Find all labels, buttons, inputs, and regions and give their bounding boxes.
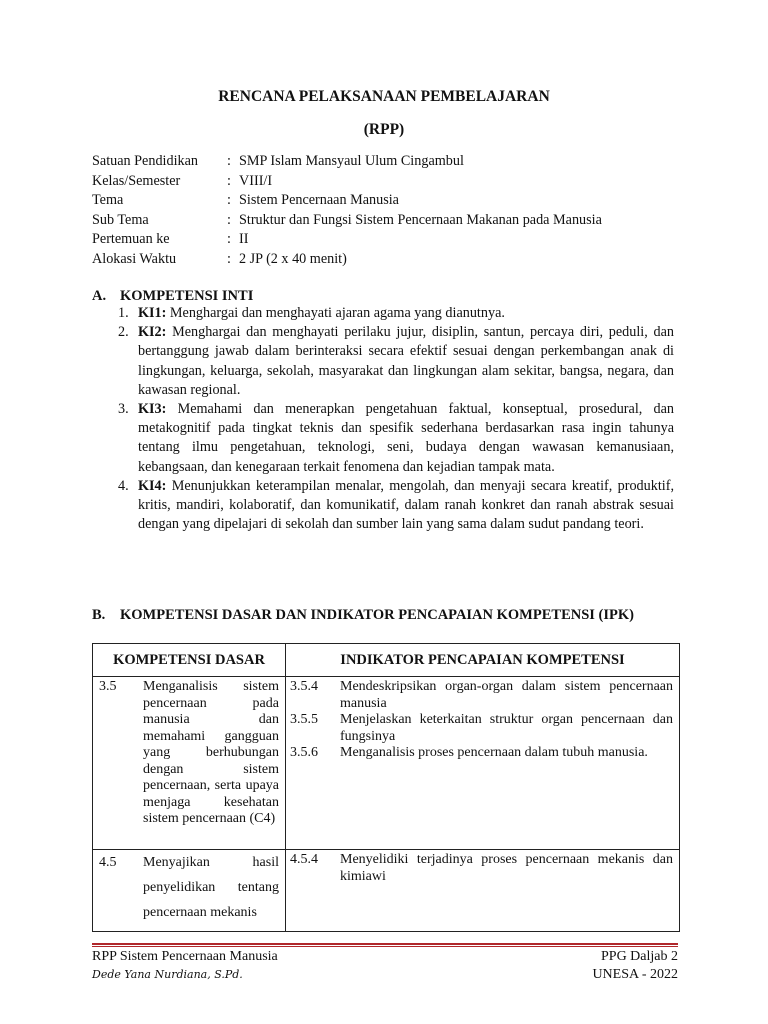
- identity-block: [92, 152, 602, 269]
- table-header-row: [93, 644, 680, 677]
- ipk-code: 3.5.6: [290, 745, 318, 760]
- footer-doc-title: RPP Sistem Pencernaan Manusia: [92, 949, 278, 964]
- identity-separator: :: [227, 211, 231, 228]
- identity-label: Tema: [92, 192, 124, 208]
- ipk-code: 4.5.4: [290, 852, 318, 867]
- identity-label: Kelas/Semester: [92, 172, 181, 189]
- identity-separator: :: [227, 192, 231, 208]
- identity-row: [92, 250, 602, 270]
- ipk-code: 3.5.5: [290, 712, 318, 727]
- ipk-item: [290, 745, 673, 762]
- footer-rule-thin: [92, 946, 678, 947]
- identity-value: SMP Islam Mansyaul Ulum Cingambul: [239, 153, 464, 169]
- kd-cell: [93, 850, 286, 932]
- identity-label: Pertemuan ke: [92, 231, 170, 247]
- section-letter: B.: [92, 607, 106, 623]
- identity-separator: :: [227, 172, 231, 189]
- ipk-code: 3.5.4: [290, 679, 318, 694]
- identity-label: Alokasi Waktu: [92, 250, 177, 267]
- identity-separator: :: [227, 231, 231, 247]
- ipk-text: Menyelidiki terjadinya proses pencernaan mekanis dan kimiawi: [340, 852, 673, 884]
- list-item: [118, 323, 674, 400]
- section-b-heading: [92, 607, 634, 624]
- ki-code: KI3:: [138, 401, 167, 418]
- ipk-cell: [286, 677, 680, 850]
- document-subtitle: (RPP): [363, 121, 405, 138]
- list-item: [118, 477, 674, 535]
- section-letter: A.: [92, 288, 107, 304]
- identity-row: [92, 230, 602, 250]
- list-number: 2.: [118, 324, 129, 341]
- identity-row: [92, 191, 602, 211]
- identity-value: II: [239, 231, 249, 247]
- footer-institution: UNESA - 2022: [592, 967, 678, 982]
- ki-text: Menunjukkan keterampilan menalar, mengolah, dan menyaji secara kreatif, produktif, kritis, mandiri, kolaboratif, dan komunikatif, dalam ranah konkret dan ranah abstrak sesuai dengan yang dipelajari di sekolah dan sumber lain yang sama dalam sudut pandang teori.: [138, 477, 674, 533]
- ipk-cell: [286, 850, 680, 932]
- ipk-text: Menjelaskan keterkaitan struktur organ pencernaan dan fungsinya: [340, 712, 673, 744]
- list-item: [118, 400, 674, 477]
- document-title: RENCANA PELAKSANAAN PEMBELAJARAN: [218, 88, 550, 105]
- ki-code: KI2:: [138, 324, 167, 341]
- ipk-text: Menganalisis proses pencernaan dalam tubuh manusia.: [340, 745, 648, 760]
- identity-value: VIII/I: [239, 172, 273, 189]
- kd-ipk-table: [92, 643, 680, 932]
- section-title: KOMPETENSI DASAR DAN INDIKATOR PENCAPAIAN KOMPETENSI (IPK): [120, 607, 634, 623]
- list-number: 1.: [118, 305, 129, 321]
- identity-row: [92, 211, 602, 231]
- identity-separator: :: [227, 250, 231, 267]
- footer-author: Dede Yana Nurdiana, S.Pd.: [92, 968, 243, 981]
- list-item: [118, 304, 674, 323]
- table-row: [93, 850, 680, 932]
- footer-rule: [92, 943, 678, 945]
- ipk-text: Mendeskripsikan organ-organ dalam sistem pencernaan manusia: [340, 679, 673, 711]
- kd-code: 3.5: [99, 679, 117, 694]
- ipk-item: [290, 712, 673, 745]
- ki-text: Memahami dan menerapkan pengetahuan faktual, konseptual, prosedural, dan metakognitif pada tingkat teknis dan spesifik sederhana berdasarkan rasa ingin tahunya tentang ilmu pengetahuan, teknologi, seni, budaya dengan wawasan kemanusiaan, kebangsaan, dan kenegaraan terkait fenomena dan kejadian tampak mata.: [138, 401, 674, 475]
- identity-row: [92, 152, 602, 172]
- footer-program: PPG Daljab 2: [601, 949, 678, 964]
- list-number: 4.: [118, 477, 129, 494]
- column-header-kd: KOMPETENSI DASAR: [93, 644, 286, 677]
- kd-text: Menganalisis sistem pencernaan pada manusia dan memahami gangguan yang berhubungan dengan sistem pencernaan, serta upaya menjaga kesehatan sistem pencernaan (C4): [143, 679, 279, 826]
- ki-text: Menghargai dan menghayati perilaku jujur, disiplin, santun, percaya diri, peduli, dan bertanggung jawab dalam berinteraksi secara efektif sesuai dengan perkembangan anak di lingkungan, keluarga, sekolah, masyarakat dan lingkungan alam sekitar, bangsa, negara, dan kawasan regional.: [138, 324, 674, 398]
- ki-text: Menghargai dan menghayati ajaran agama yang dianutnya.: [166, 305, 505, 321]
- list-number: 3.: [118, 401, 129, 418]
- section-title: KOMPETENSI INTI: [120, 288, 254, 304]
- identity-separator: :: [227, 153, 231, 169]
- identity-value: Struktur dan Fungsi Sistem Pencernaan Makanan pada Manusia: [239, 211, 602, 228]
- ki-code: KI4:: [138, 477, 167, 494]
- identity-row: [92, 172, 602, 192]
- table-row: [93, 677, 680, 850]
- identity-value: Sistem Pencernaan Manusia: [239, 192, 399, 208]
- kompetensi-inti-list: [118, 304, 674, 534]
- kd-text: Menyajikan hasil penyelidikan tentang pencernaan mekanis: [143, 855, 279, 920]
- identity-label: Satuan Pendidikan: [92, 153, 198, 169]
- ipk-item: [290, 852, 673, 885]
- ki-code: KI1:: [138, 305, 167, 321]
- section-a-heading: [92, 288, 253, 305]
- ipk-item: [290, 679, 673, 712]
- kd-code: 4.5: [99, 855, 117, 870]
- column-header-ipk: INDIKATOR PENCAPAIAN KOMPETENSI: [286, 644, 680, 677]
- identity-value: 2 JP (2 x 40 menit): [239, 250, 347, 267]
- identity-label: Sub Tema: [92, 211, 149, 228]
- kd-cell: [93, 677, 286, 850]
